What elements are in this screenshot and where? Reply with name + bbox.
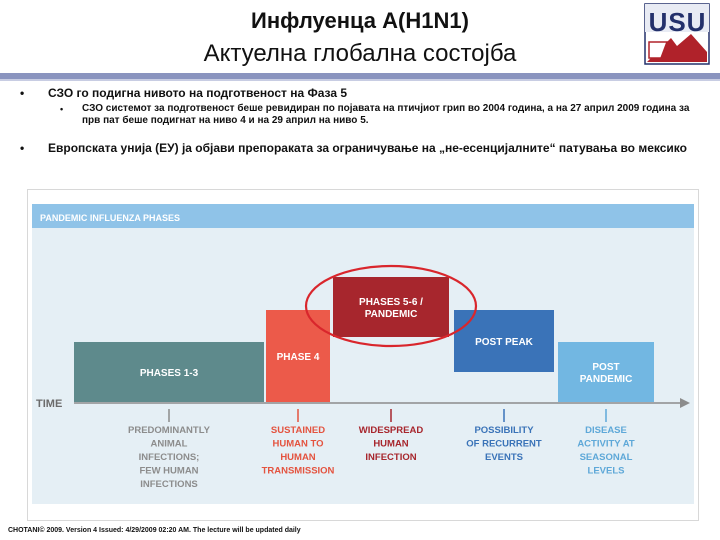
phase-caption-line: ACTIVITY AT bbox=[577, 438, 635, 450]
bullet-item bbox=[14, 141, 704, 155]
phase-caption-line: INFECTIONS; bbox=[138, 452, 200, 463]
slide-subtitle: Актуелна глобална состојба bbox=[203, 40, 517, 67]
phase-label: PANDEMIC bbox=[364, 309, 418, 320]
logo-letter-u: U bbox=[686, 7, 706, 37]
phase-label: PHASE 4 bbox=[276, 352, 320, 363]
bullet-text: СЗО го подигна нивото на подготвеност на Фаза 5 bbox=[48, 86, 348, 100]
bullet-dot-icon: • bbox=[60, 104, 64, 114]
phase-caption-line: PREDOMINANTLY bbox=[128, 425, 210, 436]
footer-note: CHOTANI© 2009. Version 4 Issued: 4/29/2009 02:20 AM. The lecture will be updated daily bbox=[8, 527, 301, 534]
phase-caption-line: EVENTS bbox=[484, 452, 524, 463]
phase-caption-line: WIDESPREAD bbox=[358, 425, 424, 436]
phase-label: PHASES 5-6 / bbox=[359, 297, 423, 308]
bullet-dot-icon: • bbox=[20, 141, 25, 155]
phase-caption-line: HUMAN bbox=[373, 438, 409, 450]
phase-caption-line: HUMAN bbox=[280, 452, 316, 463]
logo-letter-s: S bbox=[668, 7, 686, 37]
phase-label: POST PEAK bbox=[475, 337, 533, 348]
phase-caption-line: FEW HUMAN bbox=[139, 465, 199, 477]
sub-bullet-text: СЗО системот за подготвеност беше ревидиран по појавата на птичјиот грип во 2004 година, а на 27 април 2009 година за прв пат беше подигнат на ниво 4 и на 29 април на ниво 5. bbox=[82, 103, 690, 126]
time-axis-label: TIME bbox=[36, 398, 63, 410]
phase-caption-line: TRANSMISSION bbox=[261, 465, 335, 477]
phases-diagram bbox=[28, 190, 698, 520]
phase-caption-line: HUMAN TO bbox=[272, 438, 324, 450]
phase-caption-line: LEVELS bbox=[587, 465, 625, 477]
phase-caption-line: SEASONAL bbox=[579, 452, 633, 463]
university-crest-logo-icon bbox=[641, 2, 713, 68]
pandemic-phases-figure bbox=[27, 189, 699, 521]
bullet-text: Европската унија (ЕУ) ја објави препораката за ограничување на „не-есенцијалните“ патувања во мексико bbox=[48, 141, 687, 155]
slide-title: Инфлуенца A(H1N1) bbox=[251, 8, 469, 33]
diagram-header-title: PANDEMIC INFLUENZA PHASES bbox=[40, 213, 181, 223]
phase-caption-line: DISEASE bbox=[585, 425, 627, 436]
bullet-list bbox=[14, 86, 704, 155]
title-divider-light bbox=[0, 79, 720, 81]
bullet-dot-icon: • bbox=[20, 86, 25, 100]
logo-letter-u: U bbox=[648, 7, 668, 37]
bullet-item bbox=[14, 86, 704, 100]
phase-caption-line: SUSTAINED bbox=[270, 425, 326, 436]
phase-caption-line: INFECTION bbox=[365, 452, 417, 463]
phase-caption-line: ANIMAL bbox=[150, 438, 188, 450]
sub-bullet-item bbox=[14, 103, 704, 127]
phase-label: PHASES 1-3 bbox=[139, 368, 199, 379]
phase-caption-line: OF RECURRENT bbox=[466, 438, 542, 450]
phase-label: PANDEMIC bbox=[579, 374, 633, 385]
phase-label: POST bbox=[592, 362, 620, 373]
phase-caption-line: POSSIBILITY bbox=[474, 425, 534, 436]
phase-caption-line: INFECTIONS bbox=[140, 479, 198, 490]
